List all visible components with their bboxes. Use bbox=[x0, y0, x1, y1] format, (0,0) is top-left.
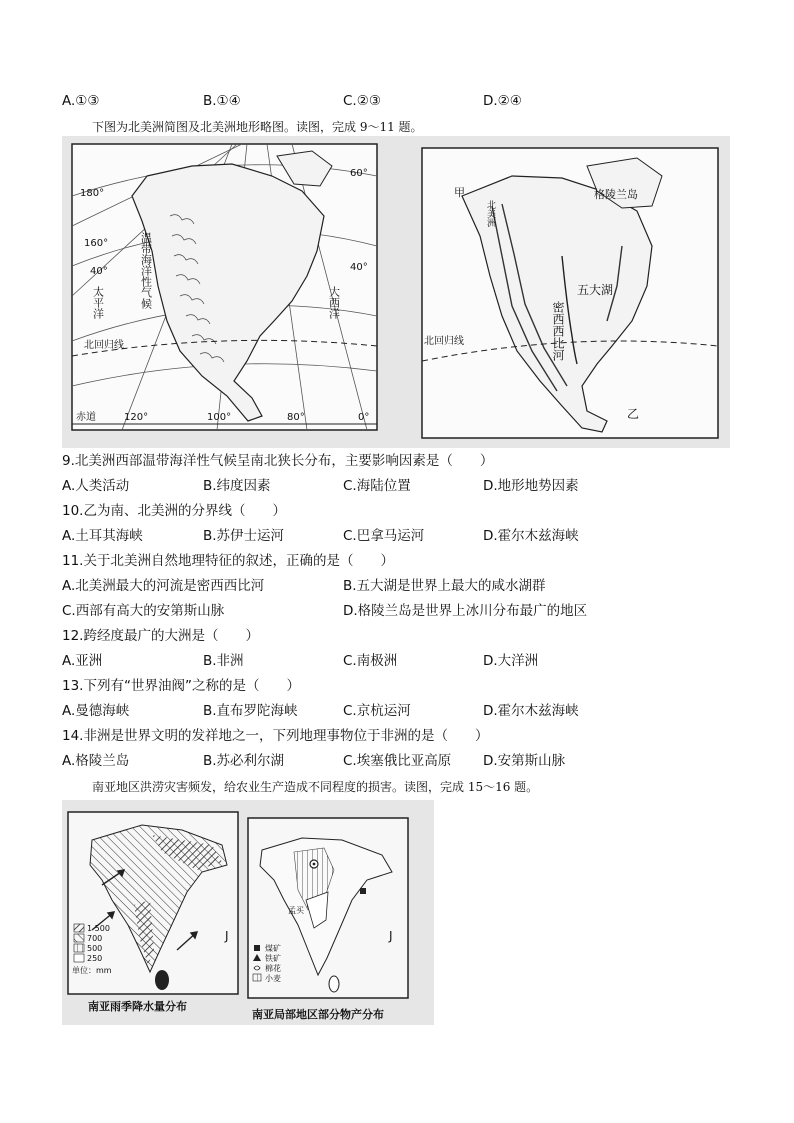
question-11-stem: 11.关于北美洲自然地理特征的叙述，正确的是（ ） bbox=[62, 553, 394, 569]
greenland-label: 格陵兰岛 bbox=[594, 188, 638, 201]
legend-unit: 单位：mm bbox=[72, 966, 112, 975]
intro-north-america: 下图为北美洲简图及北美洲地形略图。读图，完成 9～11 题。 bbox=[92, 120, 423, 134]
legend-500: 500 bbox=[87, 944, 103, 953]
question-11-option-b: B.五大湖是世界上最大的咸水湖群 bbox=[343, 578, 546, 594]
option-b-top: B.①④ bbox=[203, 93, 241, 109]
question-13-option-a: A.曼德海峡 bbox=[62, 703, 130, 719]
question-10-option-b: B.苏伊士运河 bbox=[203, 528, 285, 544]
question-12-option-a: A.亚洲 bbox=[62, 653, 103, 669]
lon-label-120: 120° bbox=[124, 412, 149, 423]
question-9-stem: 9.北美洲西部温带海洋性气候呈南北狭长分布，主要影响因素是（ ） bbox=[62, 453, 494, 469]
question-14-option-c: C.埃塞俄比亚高原 bbox=[343, 753, 452, 769]
legend-250: 250 bbox=[87, 954, 103, 963]
south-asia-figure bbox=[62, 800, 434, 1025]
climate-label: 温带海洋性气候 bbox=[139, 232, 153, 309]
lon-label-160: 160° bbox=[84, 238, 109, 249]
question-14-option-a: A.格陵兰岛 bbox=[62, 753, 130, 769]
question-14-option-b: B.苏必利尔湖 bbox=[203, 753, 285, 769]
south-asia-products-map bbox=[248, 818, 408, 1021]
question-13-option-b: B.直布罗陀海峡 bbox=[203, 703, 298, 719]
lon-label-60: 60° bbox=[350, 168, 368, 179]
lat-label-40-left: 40° bbox=[90, 266, 108, 277]
north-america-figure bbox=[62, 136, 730, 448]
rocky-label: 北美洲 bbox=[485, 200, 495, 227]
question-10-option-a: A.土耳其海峡 bbox=[62, 528, 143, 544]
label-yi: 乙 bbox=[627, 407, 640, 421]
question-12-option-b: B.非洲 bbox=[203, 653, 244, 669]
city-mumbai: 孟买 bbox=[288, 906, 304, 915]
question-11-option-c: C.西部有高大的安第斯山脉 bbox=[62, 603, 225, 619]
option-c-top: C.②③ bbox=[343, 93, 381, 109]
rainfall-caption: 南亚雨季降水量分布 bbox=[88, 1000, 187, 1013]
north-america-terrain-map bbox=[422, 148, 718, 438]
atlantic-ocean-label: 大西洋 bbox=[327, 286, 341, 319]
question-14-option-d: D.安第斯山脉 bbox=[483, 753, 566, 769]
question-13-stem: 13.下列有“世界油阀”之称的是（ ） bbox=[62, 678, 300, 694]
great-lakes-label: 五大湖 bbox=[577, 283, 614, 297]
legend-1500: 1 500 bbox=[87, 924, 110, 933]
question-11-option-d: D.格陵兰岛是世界上冰川分布最广的地区 bbox=[343, 603, 588, 619]
legend-coal: 煤矿 bbox=[265, 944, 281, 953]
lon-label-0: 0° bbox=[358, 412, 370, 423]
option-a-top: A.①③ bbox=[62, 93, 100, 109]
lon-label-80: 80° bbox=[287, 412, 305, 423]
lat-label-40-right: 40° bbox=[350, 262, 368, 273]
question-13-option-d: D.霍尔木兹海峡 bbox=[483, 703, 579, 719]
question-9-option-c: C.海陆位置 bbox=[343, 478, 411, 494]
pacific-ocean-label: 太平洋 bbox=[91, 286, 105, 319]
question-12-stem: 12.跨经度最广的大洲是（ ） bbox=[62, 628, 259, 644]
south-asia-rainfall-map bbox=[68, 812, 238, 1013]
option-d-top: D.②④ bbox=[483, 93, 522, 109]
question-9-option-b: B.纬度因素 bbox=[203, 478, 271, 494]
lon-label-100: 100° bbox=[207, 412, 232, 423]
question-10-option-d: D.霍尔木兹海峡 bbox=[483, 528, 579, 544]
question-10-option-c: C.巴拿马运河 bbox=[343, 528, 425, 544]
lon-label-180: 180° bbox=[80, 188, 105, 199]
svg-text:J: J bbox=[389, 929, 393, 943]
tropic-label-right: 北回归线 bbox=[424, 336, 464, 347]
tropic-label-left: 北回归线 bbox=[84, 340, 124, 351]
label-jia: 甲 bbox=[454, 186, 465, 199]
question-14-stem: 14.非洲是世界文明的发祥地之一，下列地理事物位于非洲的是（ ） bbox=[62, 728, 489, 744]
question-11-option-a: A.北美洲最大的河流是密西西比河 bbox=[62, 578, 265, 594]
question-12-option-d: D.大洋洲 bbox=[483, 653, 539, 669]
legend-cotton: 棉花 bbox=[265, 964, 281, 973]
svg-text:J: J bbox=[225, 929, 229, 943]
legend-wheat: 小麦 bbox=[265, 974, 281, 983]
products-caption: 南亚局部地区部分物产分布 bbox=[252, 1008, 384, 1021]
legend-700: 700 bbox=[87, 934, 103, 943]
legend-iron: 铁矿 bbox=[265, 954, 281, 963]
question-12-option-c: C.南极洲 bbox=[343, 653, 398, 669]
mississippi-label: 密西西比河 bbox=[551, 301, 565, 361]
question-13-option-c: C.京杭运河 bbox=[343, 703, 411, 719]
question-9-option-d: D.地形地势因素 bbox=[483, 478, 579, 494]
north-america-climate-map bbox=[72, 144, 377, 430]
equator-label: 赤道 bbox=[76, 412, 96, 423]
intro-south-asia: 南亚地区洪涝灾害频发，给农业生产造成不同程度的损害。读图，完成 15～16 题。 bbox=[92, 780, 539, 794]
question-9-option-a: A.人类活动 bbox=[62, 478, 130, 494]
question-10-stem: 10.乙为南、北美洲的分界线（ ） bbox=[62, 503, 286, 519]
